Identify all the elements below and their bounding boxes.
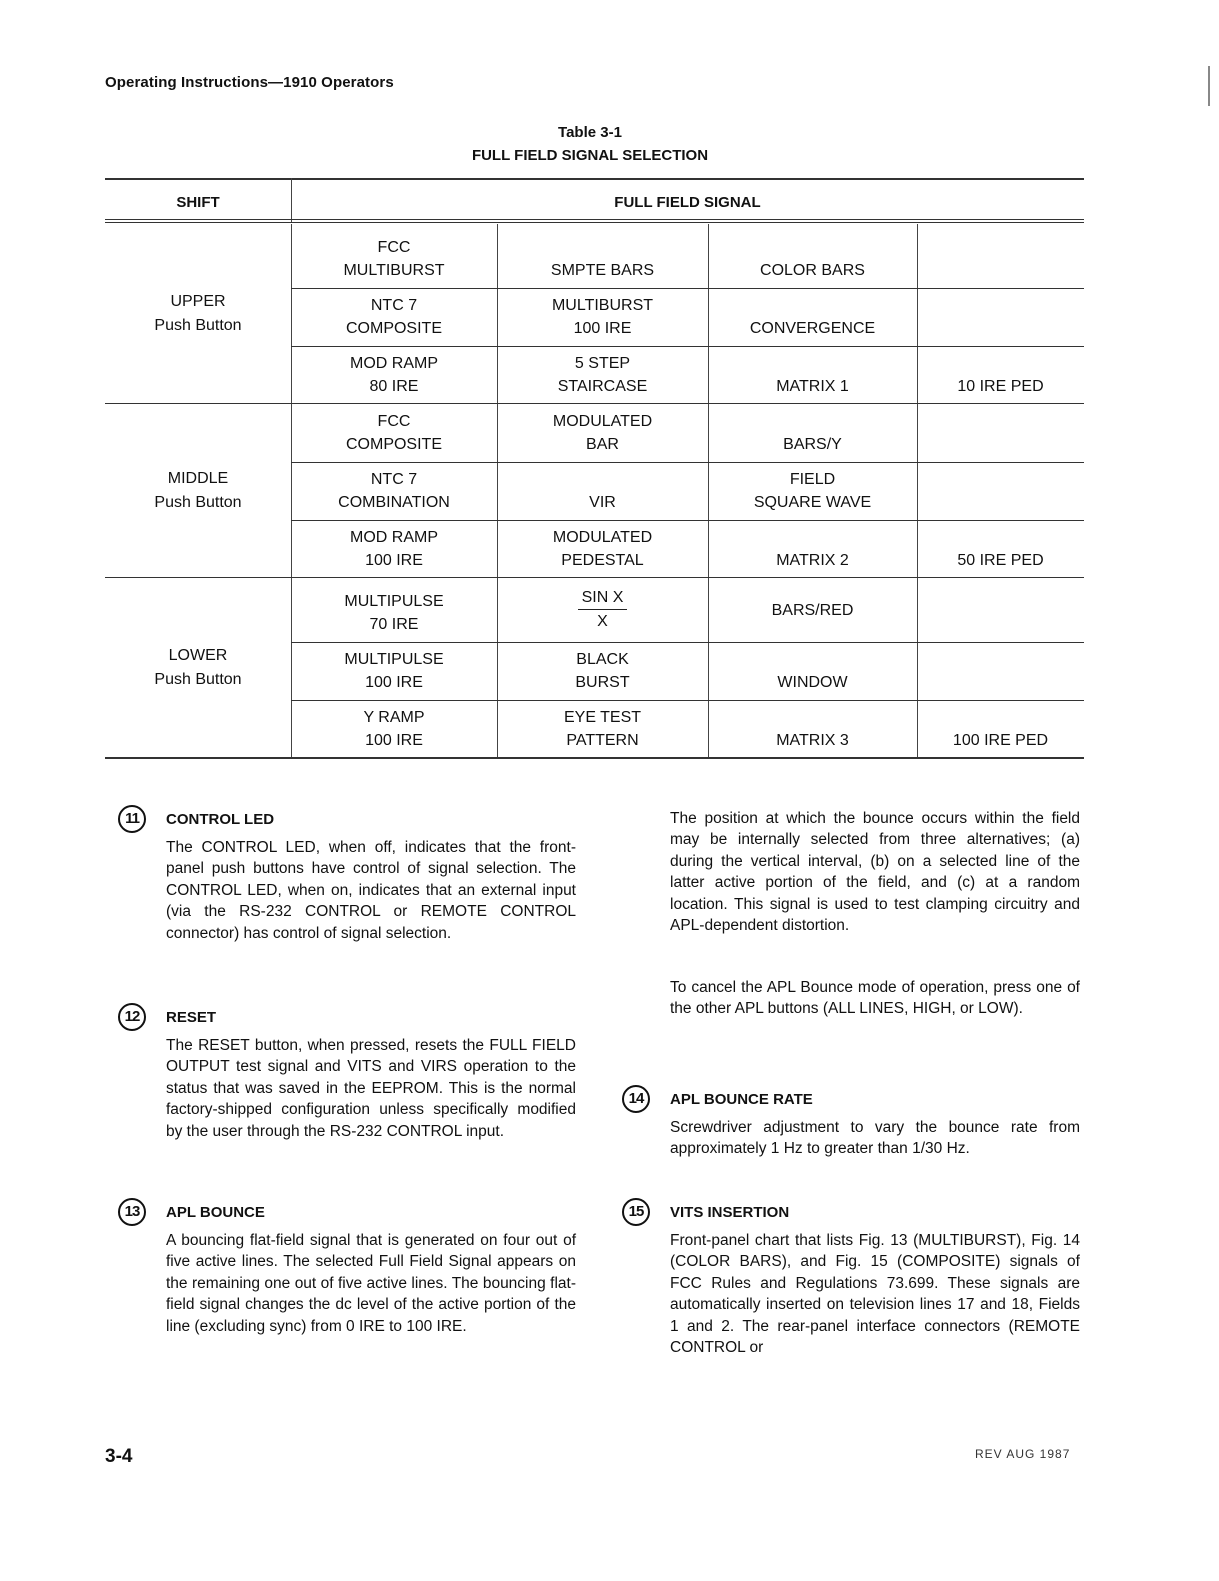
table-cell xyxy=(917,700,1084,758)
table-cell xyxy=(497,224,708,288)
shift-position: UPPER xyxy=(170,293,226,310)
shift-group xyxy=(105,578,1084,758)
section-apl-bounce xyxy=(118,1198,598,1353)
cell-line: FIELD xyxy=(789,471,836,488)
cell-line: MODULATED xyxy=(552,529,653,546)
cell-line: COLOR BARS xyxy=(760,262,865,279)
cell-line: COMPOSITE xyxy=(345,320,442,337)
shift-group xyxy=(105,224,1084,404)
table-title: FULL FIELD SIGNAL SELECTION xyxy=(471,147,709,164)
table-cell xyxy=(917,578,1084,642)
cell-line: COMPOSITE xyxy=(345,436,442,453)
table-cell xyxy=(708,224,917,288)
cell-line: MULTIPULSE xyxy=(344,651,444,668)
group-divider xyxy=(105,757,1084,759)
table-cell xyxy=(917,462,1084,520)
cell-line: 5 STEP xyxy=(574,355,631,372)
table-cell xyxy=(708,404,917,462)
cell-line: MOD RAMP xyxy=(350,529,438,546)
cell-line: FCC xyxy=(377,413,411,430)
section-body: The RESET button, when pressed, resets the FULL FIELD OUTPUT test signal and VITS and VIRS operation to the status that was saved in the EEPROM. This is the normal factory-shipped configuration unless specifically modified by the user through the RS-232 CONTROL input. xyxy=(166,1037,576,1140)
table-cell xyxy=(917,288,1084,346)
section-title: APL BOUNCE xyxy=(166,1204,265,1221)
section-body: A bouncing flat-field signal that is generated on four out of five active lines. The selected Full Field Signal appears on the remaining one out of five active lines. The bouncing flat-field signal changes the dc level of the active portion of the line (excluding sync) from 0 IRE to 100 IRE. xyxy=(166,1232,576,1335)
table-cell xyxy=(497,404,708,462)
cell-line: MATRIX 1 xyxy=(776,378,849,395)
section-apl-bounce-rate xyxy=(622,1085,1102,1175)
table-cell xyxy=(497,700,708,758)
shift-button-label: Push Button xyxy=(154,317,242,334)
running-head: Operating Instructions—1910 Operators xyxy=(105,74,394,91)
cell-line: BAR xyxy=(586,436,619,453)
table-cell xyxy=(708,700,917,758)
table-header-row xyxy=(105,178,1084,220)
cell-line: BURST xyxy=(575,674,630,691)
table-cell xyxy=(497,642,708,700)
table-cell xyxy=(291,288,497,346)
header-rule-2 xyxy=(105,222,1084,223)
cell-line: 80 IRE xyxy=(369,378,419,395)
cell-line: BARS/Y xyxy=(783,436,842,453)
cell-line: MULTIBURST xyxy=(551,297,654,314)
cell-line: 100 IRE xyxy=(573,320,632,337)
cell-line: WINDOW xyxy=(777,674,848,691)
cell-line: 100 IRE xyxy=(365,552,423,569)
cell-line: MATRIX 3 xyxy=(776,732,849,749)
table-cell xyxy=(291,404,497,462)
cell-line: NTC 7 xyxy=(370,297,418,314)
callout-number-12: 12 xyxy=(118,1003,146,1031)
section-vits-insertion xyxy=(622,1198,1102,1374)
cell-line: STAIRCASE xyxy=(557,378,648,395)
cell-line: BARS/RED xyxy=(771,601,854,619)
table-cell xyxy=(497,288,708,346)
header-divider xyxy=(291,178,292,222)
section-body: Screwdriver adjustment to vary the bounce rate from approximately 1 Hz to greater than 1/30 Hz. xyxy=(670,1119,1080,1158)
callout-number-11: 11 xyxy=(118,805,146,833)
cell-line: 100 IRE PED xyxy=(952,732,1049,749)
cell-line: VIR xyxy=(589,494,616,511)
revision-date: REV AUG 1987 xyxy=(975,1447,1071,1461)
apl-bounce-cancel-paragraph: To cancel the APL Bounce mode of operation, press one of the other APL buttons (ALL LINES, HIGH, or LOW). xyxy=(670,979,1080,1018)
cell-line: NTC 7 xyxy=(370,471,418,488)
shift-label xyxy=(105,467,291,515)
header-full-field-signal: FULL FIELD SIGNAL xyxy=(614,194,761,211)
table-cell xyxy=(708,642,917,700)
cell-line: SMPTE BARS xyxy=(550,262,655,279)
table-cell xyxy=(917,520,1084,578)
section-body: The CONTROL LED, when off, indicates that the front-panel push buttons have control of signal selection. The CONTROL LED, when on, indicates that an external input (via the RS-232 CONTROL or REMOTE CONTROL connector) has control of signal selection. xyxy=(166,839,576,942)
section-reset xyxy=(118,1003,598,1158)
table-cell xyxy=(497,462,708,520)
cell-line: Y RAMP xyxy=(363,709,425,726)
table-cell xyxy=(497,520,708,578)
cell-line: MODULATED xyxy=(552,413,653,430)
shift-group xyxy=(105,404,1084,578)
fraction-sin-x-over-x xyxy=(578,587,628,634)
cell-line: PATTERN xyxy=(566,732,639,749)
cell-line: MULTIBURST xyxy=(343,262,445,279)
cell-line: SQUARE WAVE xyxy=(753,494,872,511)
cell-line: COMBINATION xyxy=(338,494,450,511)
table-cell xyxy=(708,462,917,520)
cell-line: CONVERGENCE xyxy=(749,320,876,337)
cell-line: 100 IRE xyxy=(365,732,423,749)
shift-button-label: Push Button xyxy=(154,671,242,688)
cell-line: MULTIPULSE xyxy=(344,593,444,610)
table-cell xyxy=(291,642,497,700)
cell-line: EYE TEST xyxy=(563,709,642,726)
shift-position: MIDDLE xyxy=(167,470,229,487)
table-cell xyxy=(917,404,1084,462)
table-cell xyxy=(291,346,497,404)
section-control-led xyxy=(118,805,598,960)
section-title: RESET xyxy=(166,1009,217,1026)
table-cell xyxy=(291,224,497,288)
shift-position: LOWER xyxy=(168,647,228,664)
table-cell xyxy=(291,578,497,642)
apl-bounce-position-paragraph: The position at which the bounce occurs within the field may be internally selected from three alternatives; (a) during the vertical interval, (b) on a selected line of the latter active portion of the field, and (c) at a random location. This signal is used to test clamping circuitry and APL-dependent distortion. xyxy=(670,810,1080,935)
section-title: CONTROL LED xyxy=(166,811,275,828)
table-cell xyxy=(497,578,708,642)
page-number: 3-4 xyxy=(105,1446,133,1467)
header-shift: SHIFT xyxy=(176,194,220,211)
cell-line: 50 IRE PED xyxy=(957,552,1044,569)
table-cell xyxy=(708,578,917,642)
table-cell xyxy=(708,520,917,578)
callout-number-14: 14 xyxy=(622,1085,650,1113)
cell-line: MATRIX 2 xyxy=(776,552,849,569)
section-body: Front-panel chart that lists Fig. 13 (MULTIBURST), Fig. 14 (COLOR BARS), and Fig. 15 (COMPOSITE) signals of FCC Rules and Regulations 73.699. These signals are automatically inserted on television lines 17 and 18, Fields 1 and 2. The rear-panel interface connectors (REMOTE CONTROL or xyxy=(670,1232,1080,1357)
cell-line: 10 IRE PED xyxy=(957,378,1044,395)
table-cell xyxy=(291,700,497,758)
cell-line: 70 IRE xyxy=(369,616,419,633)
callout-number-15: 15 xyxy=(622,1198,650,1226)
table-cell xyxy=(917,642,1084,700)
table-number: Table 3-1 xyxy=(558,124,622,141)
callout-number-13: 13 xyxy=(118,1198,146,1226)
header-rule-1 xyxy=(105,219,1084,220)
table-cell xyxy=(497,346,708,404)
shift-label xyxy=(105,290,291,338)
section-title: VITS INSERTION xyxy=(670,1204,790,1221)
fraction-numerator: SIN X xyxy=(578,587,628,610)
table-cell xyxy=(291,462,497,520)
table-cell xyxy=(291,520,497,578)
cell-line: PEDESTAL xyxy=(561,552,644,569)
cell-line: FCC xyxy=(377,239,411,256)
cell-line: 100 IRE xyxy=(365,674,423,691)
table-cell xyxy=(917,346,1084,404)
margin-change-bar xyxy=(1208,66,1210,106)
fraction-denominator: X xyxy=(597,612,608,630)
shift-button-label: Push Button xyxy=(154,494,242,511)
cell-line: MOD RAMP xyxy=(350,355,438,372)
section-title: APL BOUNCE RATE xyxy=(670,1091,813,1108)
table-cell xyxy=(917,224,1084,288)
cell-line: BLACK xyxy=(576,651,629,668)
shift-label xyxy=(105,644,291,692)
table-cell xyxy=(708,288,917,346)
table-cell xyxy=(708,346,917,404)
